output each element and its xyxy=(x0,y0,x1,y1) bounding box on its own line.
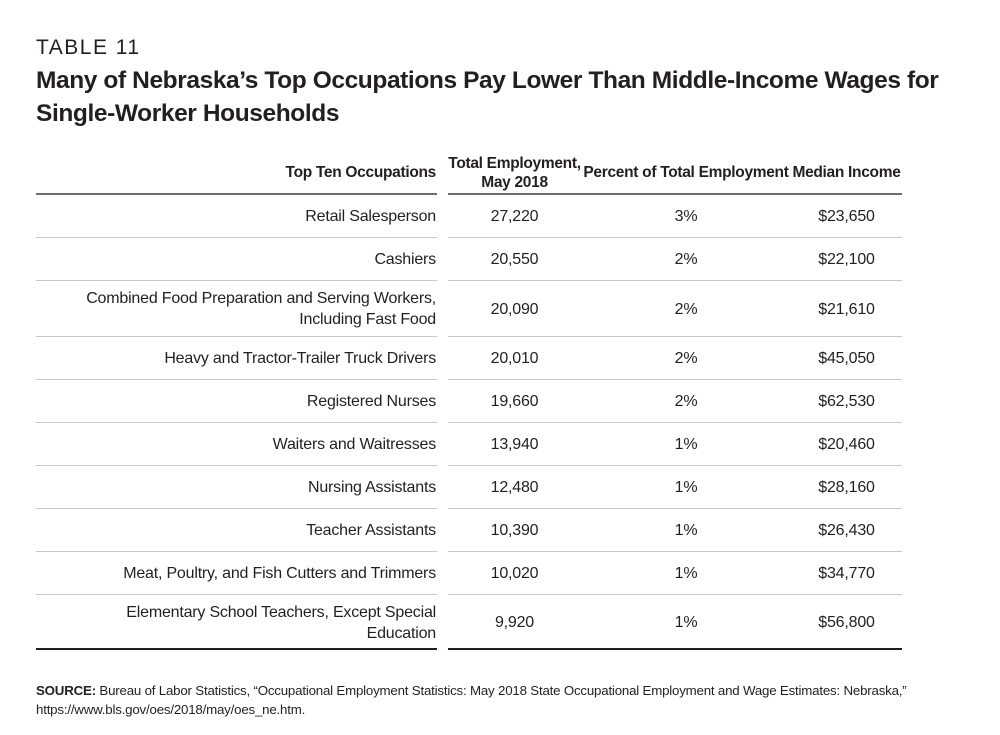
median-income-cell: $56,800 xyxy=(818,614,875,631)
header-total-employment: Total Employment, May 2018 xyxy=(448,154,581,191)
median-income-cell: $21,610 xyxy=(818,300,875,318)
table-label: TABLE 11 xyxy=(36,36,141,59)
employment-cell: 20,090 xyxy=(490,300,539,318)
median-income-cell: $26,430 xyxy=(818,522,875,539)
employment-cell: 27,220 xyxy=(490,208,539,225)
percent-cell: 3% xyxy=(674,208,698,225)
employment-cell: 10,020 xyxy=(490,565,539,582)
median-income-cell: $45,050 xyxy=(818,350,875,367)
employment-cell: 20,550 xyxy=(490,251,539,268)
employment-cell: 9,920 xyxy=(494,614,535,631)
table-row xyxy=(36,337,902,380)
occupation-cell: Cashiers xyxy=(374,251,436,268)
median-income-cell: $34,770 xyxy=(818,565,875,582)
percent-cell: 1% xyxy=(674,479,698,496)
percent-cell: 1% xyxy=(674,522,698,539)
occupation-cell: Registered Nurses xyxy=(306,393,436,410)
employment-cell: 10,390 xyxy=(490,522,539,539)
header-percent: Percent of Total Employment xyxy=(583,164,789,181)
table-body xyxy=(36,195,902,650)
source-text: Bureau of Labor Statistics, “Occupational Employment Statistics: May 2018 State Occupational Employment and Wage Estimates: Nebraska,” https://www.bls.gov/oes/2018/may/oes_ne.htm. xyxy=(36,683,907,717)
percent-cell: 2% xyxy=(674,393,698,410)
source-label: SOURCE: xyxy=(36,683,96,698)
median-income-cell: $62,530 xyxy=(818,393,875,410)
occupations-table xyxy=(36,150,902,650)
table-row xyxy=(36,552,902,595)
percent-cell: 1% xyxy=(674,614,698,631)
median-income-cell: $28,160 xyxy=(818,479,875,496)
occupation-cell: Retail Salesperson xyxy=(305,208,436,225)
employment-cell: 13,940 xyxy=(490,436,539,453)
median-income-cell: $22,100 xyxy=(818,251,875,268)
header-median-income: Median Income xyxy=(792,164,901,181)
occupation-cell: Teacher Assistants xyxy=(306,522,436,539)
row-rule xyxy=(448,648,902,650)
percent-cell: 2% xyxy=(674,300,698,318)
median-income-cell: $23,650 xyxy=(818,208,875,225)
table-title: Many of Nebraska’s Top Occupations Pay Lower Than Middle-Income Wages for Single-Worker Households xyxy=(36,67,939,127)
table-row xyxy=(36,595,902,650)
row-rule xyxy=(36,648,437,650)
occupation-cell: Elementary School Teachers, Except Special Education xyxy=(126,603,436,642)
occupation-cell: Heavy and Tractor-Trailer Truck Drivers xyxy=(164,350,436,367)
table-row xyxy=(36,423,902,466)
table-header-row xyxy=(36,150,902,195)
employment-cell: 12,480 xyxy=(490,479,539,496)
table-row xyxy=(36,281,902,337)
percent-cell: 1% xyxy=(674,565,698,582)
percent-cell: 2% xyxy=(674,350,698,367)
occupation-cell: Nursing Assistants xyxy=(307,479,436,496)
occupation-cell: Waiters and Waitresses xyxy=(272,436,436,453)
occupation-cell: Meat, Poultry, and Fish Cutters and Trimmers xyxy=(123,565,436,582)
header-occupations: Top Ten Occupations xyxy=(285,164,436,181)
table-row xyxy=(36,195,902,238)
employment-cell: 19,660 xyxy=(490,393,539,410)
source-note xyxy=(36,681,976,719)
occupation-cell: Combined Food Preparation and Serving Workers, Including Fast Food xyxy=(86,290,436,328)
table-row xyxy=(36,509,902,552)
percent-cell: 1% xyxy=(674,436,698,453)
percent-cell: 2% xyxy=(674,251,698,268)
table-row xyxy=(36,238,902,281)
employment-cell: 20,010 xyxy=(490,350,539,367)
table-row xyxy=(36,466,902,509)
median-income-cell: $20,460 xyxy=(818,436,875,453)
table-row xyxy=(36,380,902,423)
